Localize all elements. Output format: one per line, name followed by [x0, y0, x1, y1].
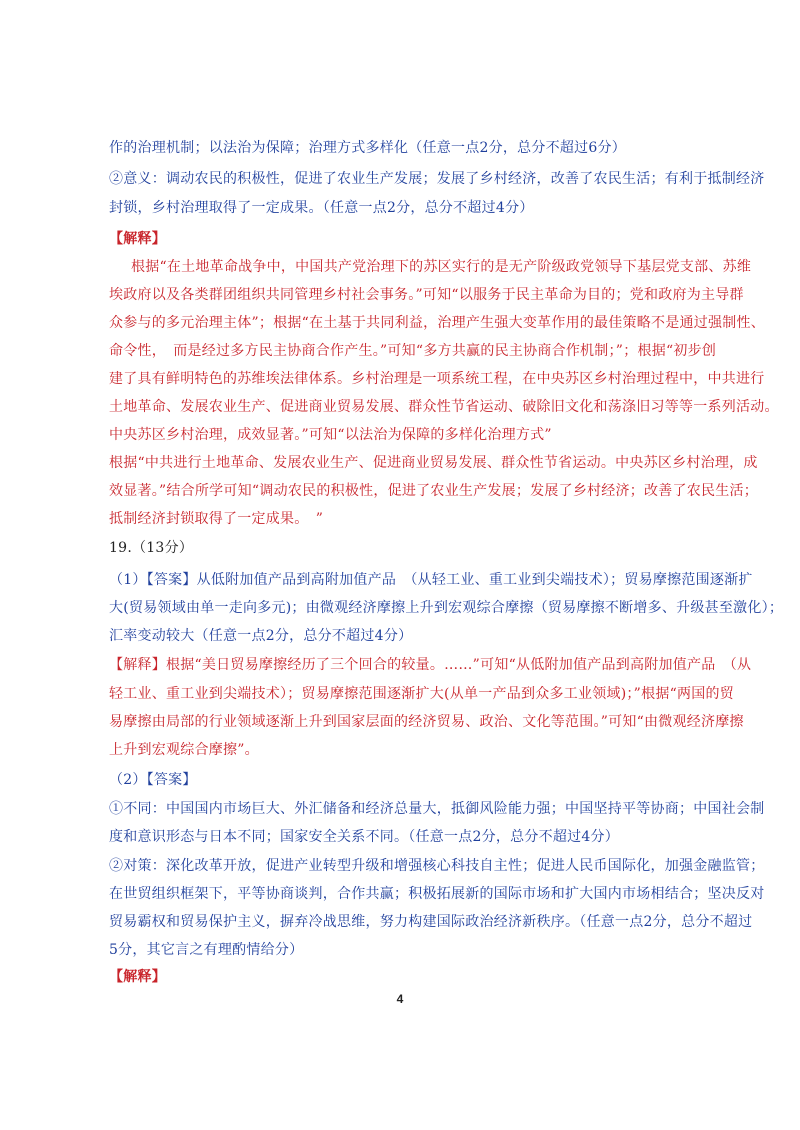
text-line: （1）【答案】从低附加值产品到高附加值产品 （从轻工业、重工业到尖端技术）；贸易摩擦范围逐渐扩 — [109, 572, 753, 588]
text-line: 抵制经济封锁取得了一定成果。 ” — [109, 511, 324, 527]
question-number: 19.（13分） — [109, 540, 194, 556]
text-line: 贸易霸权和贸易保护主义，摒弃冷战思维，努力构建国际政治经济新秩序。（任意一点2分，总分不超过 — [109, 914, 753, 930]
text-line: ②对策：深化改革开放，促进产业转型升级和增强核心科技自主性；促进人民币国际化，加强金融监管； — [109, 858, 765, 874]
text-line: 根据“在土地革命战争中，中国共产党治理下的苏区实行的是无产阶级政党领导下基层党支部、苏维 — [131, 259, 752, 275]
text-line: ②意义：调动农民的积极性，促进了农业生产发展；发展了乡村经济，改善了农民生活；有利于抵制经济 — [109, 171, 765, 187]
text-line: ①不同：中国国内市场巨大、外汇储备和经济总量大，抵御风险能力强；中国坚持平等协商；中国社会制 — [109, 801, 765, 817]
text-line: 5分，其它言之有理酌情给分） — [109, 942, 304, 958]
text-line: 封锁，乡村治理取得了一定成果。（任意一点2分，总分不超过4分） — [109, 200, 534, 216]
text-line: 度和意识形态与日本不同；国家安全关系不同。（任意一点2分，总分不超过4分） — [109, 829, 620, 845]
text-line: 在世贸组织框架下，平等协商谈判，合作共赢；积极拓展新的国际市场和扩大国内市场相结合；坚决反对 — [109, 886, 765, 902]
text-line: 根据“中共进行土地革命、发展农业生产、促进商业贸易发展、群众性节省运动。中央苏区乡村治理，成 — [109, 455, 758, 471]
text-line: 中央苏区乡村治理，成效显著。”可知“以法治为保障的多样化治理方式” — [109, 427, 552, 443]
text-line: 上升到宏观综合摩擦”。 — [109, 742, 259, 758]
section-heading-explanation: 【解释】 — [109, 231, 166, 247]
text-line: 【解释】根据“美日贸易摩擦经历了三个回合的较量。……”可知“从低附加值产品到高附加值产品 （从 — [109, 657, 752, 673]
text-line: 土地革命、发展农业生产、促进商业贸易发展、群众性节省运动、破除旧文化和荡涤旧习等等一系列活动。 — [109, 399, 779, 415]
section-heading-explanation: 【解释】 — [109, 969, 166, 985]
page-number: 4 — [396, 992, 404, 1006]
text-line: 命令性， 而是经过多方民主协商合作产生。”可知“多方共赢的民主协商合作机制；”；根据“初步创 — [109, 343, 717, 359]
text-line: 易摩擦由局部的行业领域逐渐上升到国家层面的经济贸易、政治、文化等范围。”可知“由微观经济摩擦 — [109, 714, 744, 730]
text-line: 轻工业、重工业到尖端技术）；贸易摩擦范围逐渐扩大(从单一产品到众多工业领域)；”根据“两国的贸 — [109, 686, 734, 702]
text-line: 作的治理机制；以法治为保障；治理方式多样化（任意一点2分，总分不超过6分） — [109, 140, 627, 156]
text-line: （2）【答案】 — [109, 772, 197, 788]
text-line: 埃政府以及各类群团组织共同管理乡村社会事务。”可知“以服务于民主革命为目的；党和政府为主导群 — [109, 287, 744, 303]
text-line: 建了具有鲜明特色的苏维埃法律体系。乡村治理是一项系统工程，在中央苏区乡村治理过程中，中共进行 — [109, 371, 765, 387]
text-line: 效显著。”结合所学可知“调动农民的积极性，促进了农业生产发展；发展了乡村经济；改善了农民生活； — [109, 483, 759, 499]
text-line: 大(贸易领域由单一走向多元)；由微观经济摩擦上升到宏观综合摩擦（贸易摩擦不断增多、升级甚至激化）； — [109, 600, 784, 616]
text-line: 汇率变动较大（任意一点2分，总分不超过4分） — [109, 628, 413, 644]
text-line: 众参与的多元治理主体”；根据“在土基于共同利益，治理产生强大变革作用的最佳策略不是通过强制性、 — [109, 315, 766, 331]
